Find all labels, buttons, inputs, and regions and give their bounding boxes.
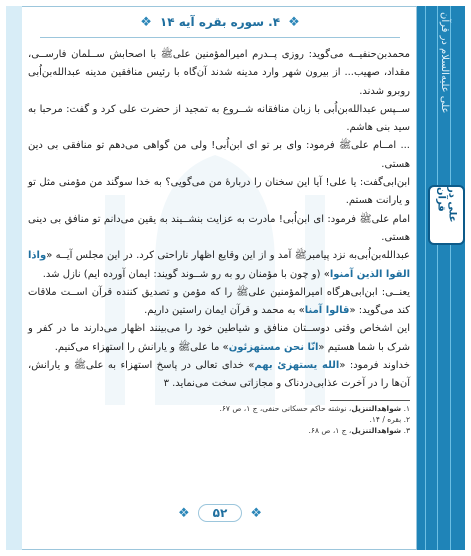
paragraph: ... امــام علی‌ﷺ فرمود: وای بر تو ای ابن‌اُبی! ولی من گواهی می‌دهم تو منافقی بی دین هستی.	[28, 140, 410, 170]
medallion-text: علی در قرآن	[435, 187, 458, 223]
ornament-icon: ❖	[250, 505, 262, 521]
paragraph: ســپس عبدالله‌بن‌اُبی با زبان منافقانه شــروع به تمجید از حضرت علی کرد و گفت: مرحبا به سید بنی هاشم.	[28, 103, 410, 134]
quran-quote: الله یستهزئ بهم	[254, 360, 340, 372]
ornament-icon: ❖	[288, 14, 300, 30]
footnote: ۳. شواهدالتنزیل، ج ۱، ص ۶۸.	[308, 425, 410, 435]
page-number: ۵۲	[198, 504, 243, 522]
main-text	[28, 46, 410, 436]
paragraph: یعنــی: ابن‌ابی‌هرگاه امیرالمؤمنین علی‌ﷺ را که مؤمن و تصدیق کننده قرآن اســت ملاقات کند می‌گوید: «قالوا آمنا» به محمد و قرآن ایمان راستین داریم.	[28, 286, 410, 317]
quran-quote: قالوا آمنا	[304, 305, 350, 317]
footnote: ۱. شواهدالتنزیل، نوشته حاکم حسکانی حنفی، ج ۱، ص ۶۷.	[219, 403, 410, 413]
quran-quote: انّا نحن مستهزئون	[228, 341, 319, 353]
footnote: ۲. بقره / ۱۴.	[369, 414, 410, 424]
ornament-icon: ❖	[178, 505, 190, 521]
header-divider	[40, 37, 400, 38]
paragraph: عبدالله‌بن‌اُبی‌به نزد پیامبر‌ﷺ آمد و از این وقایع اظهار ناراحتی کرد. در این مجلس آیــه «واذا القوا الذین آمنوا» (و چون با مؤمنان رو به رو شــوند گویند: ایمان آورده ایم) نازل شد.	[28, 250, 410, 280]
section-title: ۴. سوره بقره آیه ۱۴	[159, 15, 281, 29]
decorative-side-band	[417, 6, 465, 550]
quran-quote: واذا القوا الذین آمنوا	[28, 250, 410, 280]
side-band-text: علی علیه‌السلام در قرآن	[439, 12, 450, 114]
footnote-divider	[330, 400, 410, 401]
paragraph: ابن‌ابی‌گفت: یا علی! آیا این سخنان را دربارهٔ من می‌گویی؟ به خدا سوگند من مؤمنی مثل تو و یارانت هستم.	[28, 177, 410, 207]
paragraph: خداوند فرمود: «الله یستهزئ بهم» خدای تعالی در پاسخ استهزاء به علی‌ﷺ و یارانش، آن‌ها را در آخرت عذابی‌دردناک و مجازاتی سخت می‌نماید. ۳	[28, 360, 410, 390]
page-footer	[40, 500, 400, 526]
paragraph: امام علی‌ﷺ فرمود: ای ابن‌اُبی! مادرت به عزایت بنشــیند به یقین می‌دانم تو منافق بی دینی هستی.	[28, 213, 410, 243]
decorative-left-strip	[6, 6, 22, 550]
ornament-icon: ❖	[140, 14, 152, 30]
paragraph: این اشخاص وقتی دوســتان منافق و شیاطین خود را می‌بینند اظهار می‌دارند ما در کفر و شرک با شما هستیم «انّا نحن مستهزئون» ما علی‌ﷺ و یارانش را استهزاء می‌کنیم.	[28, 323, 410, 353]
paragraph: محمدبن‌حنفیــه می‌گوید: روزی پــدرم امیرالمؤمنین علی‌ﷺ با اصحابش ســلمان فارســی، مقداد، صهیب... از بیرون شهر وارد مدینه شدند آن‌گاه با رئیس منافقین مدینه عبدالله‌بن‌اُبی روبرو شدند.	[28, 49, 410, 97]
book-logo-medallion	[428, 185, 465, 245]
page-header	[40, 10, 400, 34]
